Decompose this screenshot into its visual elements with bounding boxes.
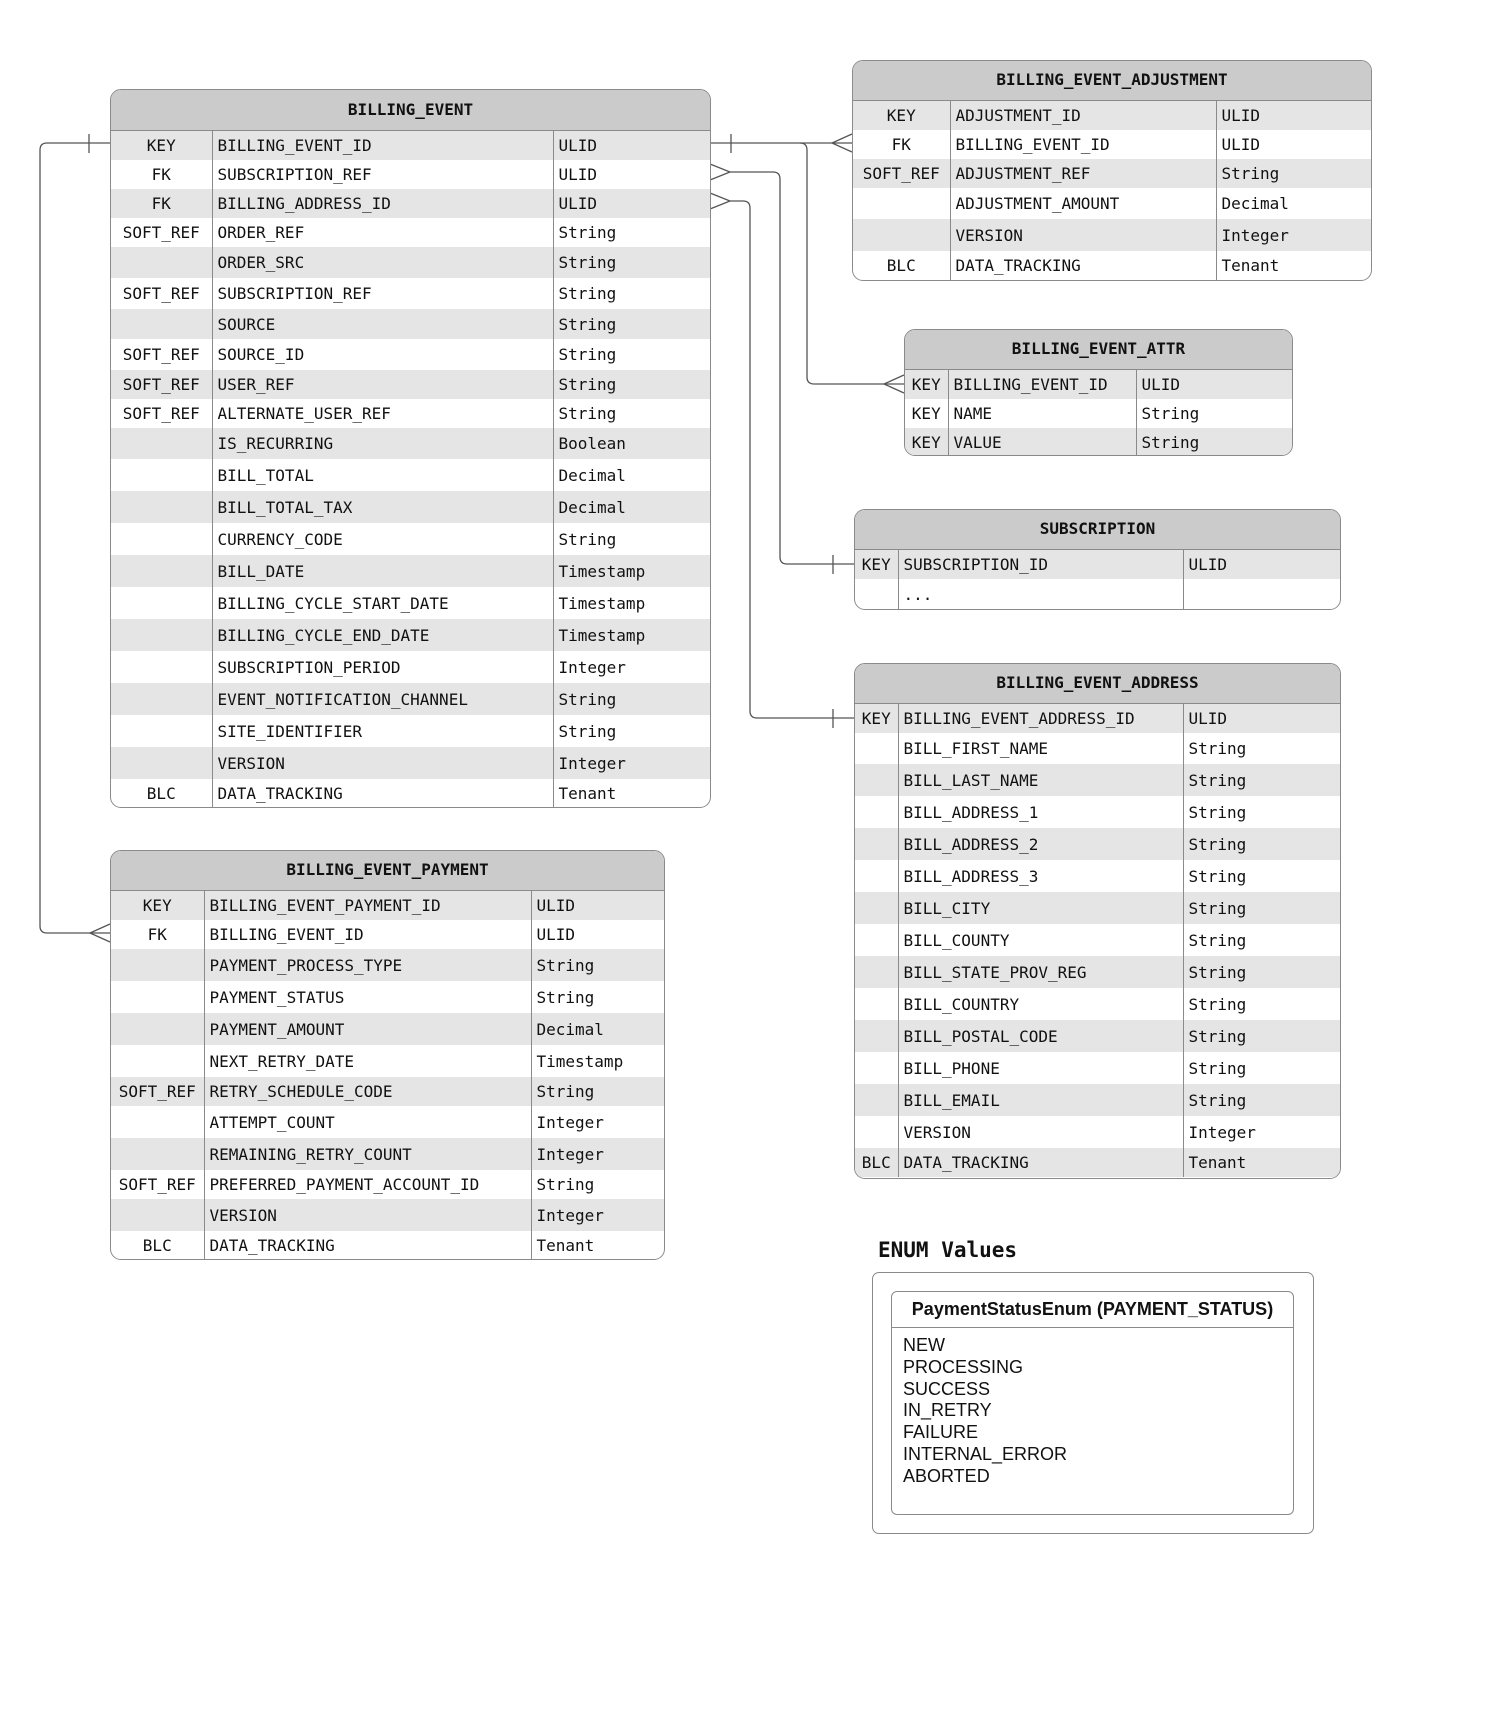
- table-row: [855, 860, 1340, 892]
- enum-title: PaymentStatusEnum (PAYMENT_STATUS): [892, 1292, 1293, 1328]
- column-key: [855, 1116, 898, 1148]
- column-name: ADJUSTMENT_REF: [950, 159, 1216, 188]
- column-key: KEY: [111, 891, 204, 920]
- table-row: [111, 1077, 664, 1106]
- column-name: SUBSCRIPTION_ID: [898, 550, 1183, 579]
- enum-value: IN_RETRY: [903, 1400, 992, 1421]
- table-row: [111, 981, 664, 1013]
- column-key: KEY: [905, 370, 948, 399]
- column-type: Tenant: [1183, 1148, 1340, 1177]
- table-row: [855, 1052, 1340, 1084]
- column-key: [111, 1199, 204, 1231]
- entity-billing-event-adjustment: [852, 60, 1372, 281]
- column-key: [853, 219, 950, 251]
- table-row: [111, 920, 664, 949]
- column-key: BLC: [853, 251, 950, 280]
- entity-rows: [905, 370, 1292, 456]
- column-name: BILLING_CYCLE_START_DATE: [212, 587, 553, 619]
- table-row: [111, 1199, 664, 1231]
- column-key: SOFT_REF: [111, 1170, 204, 1199]
- column-key: KEY: [905, 428, 948, 456]
- column-type: Tenant: [558, 784, 617, 803]
- column-name: EVENT_NOTIFICATION_CHANNEL: [212, 683, 553, 715]
- column-key: [111, 747, 212, 779]
- column-type: String: [1216, 159, 1371, 188]
- column-key: [855, 764, 898, 796]
- column-name: ORDER_REF: [212, 218, 553, 247]
- column-name: PAYMENT_AMOUNT: [204, 1013, 531, 1045]
- column-name: VERSION: [204, 1199, 531, 1231]
- column-key: [855, 1084, 898, 1116]
- table-row: [111, 683, 710, 715]
- column-type: String: [558, 345, 617, 364]
- column-type: Timestamp: [553, 555, 710, 587]
- column-type: ULID: [536, 925, 576, 944]
- column-key: [111, 523, 212, 555]
- column-type: String: [558, 721, 617, 741]
- table-row: [853, 130, 1371, 159]
- entity-rows: [855, 704, 1340, 1177]
- enum-value: FAILURE: [903, 1422, 979, 1443]
- column-type: String: [536, 987, 595, 1007]
- table-row: [111, 1138, 664, 1170]
- column-type: Timestamp: [558, 593, 646, 613]
- enum-value: SUCCESS: [903, 1378, 991, 1399]
- column-name: BILL_FIRST_NAME: [898, 733, 1183, 764]
- column-key: [855, 1020, 898, 1052]
- table-row: [111, 189, 710, 218]
- column-key: KEY: [855, 550, 898, 579]
- table-row: [111, 459, 710, 491]
- table-row: [855, 1116, 1340, 1148]
- column-name: SUBSCRIPTION_PERIOD: [212, 651, 553, 683]
- column-key: SOFT_REF: [111, 218, 212, 247]
- entity-rows: [111, 891, 664, 1260]
- table-row: [111, 587, 710, 619]
- column-key: FK: [111, 160, 212, 189]
- column-type: String: [531, 1077, 664, 1106]
- column-name: CURRENCY_CODE: [212, 523, 553, 555]
- column-key: [111, 1045, 204, 1077]
- column-name: BILL_CITY: [898, 892, 1183, 924]
- column-key: [111, 949, 204, 981]
- column-type: Integer: [553, 747, 710, 779]
- column-type: String: [1188, 739, 1247, 758]
- column-name: SUBSCRIPTION_REF: [212, 160, 553, 189]
- column-type: String: [531, 949, 664, 981]
- column-type: String: [1183, 828, 1340, 860]
- entity-rows: [111, 131, 710, 808]
- column-key: SOFT_REF: [111, 278, 212, 309]
- table-row: [111, 523, 710, 555]
- enum-value: PROCESSING: [903, 1356, 1024, 1377]
- entity-title: SUBSCRIPTION: [855, 510, 1340, 550]
- column-key: FK: [111, 189, 212, 218]
- column-key: [855, 956, 898, 988]
- table-row: [111, 1231, 664, 1260]
- entity-billing-event-address: [854, 663, 1341, 1179]
- column-name: BILLING_EVENT_ID: [204, 920, 531, 949]
- column-key: KEY: [905, 399, 948, 428]
- entity-rows: [855, 550, 1340, 610]
- column-key: [855, 892, 898, 924]
- column-name: BILL_LAST_NAME: [898, 764, 1183, 796]
- column-key: [855, 1052, 898, 1084]
- column-key: [855, 924, 898, 956]
- column-key: SOFT_REF: [111, 399, 212, 428]
- table-row: [855, 1020, 1340, 1052]
- column-key: [111, 491, 212, 523]
- column-type: ULID: [1216, 101, 1371, 130]
- column-type: ULID: [1221, 135, 1261, 154]
- column-key: SOFT_REF: [853, 159, 950, 188]
- enum-box: [891, 1291, 1294, 1515]
- column-name: BILL_STATE_PROV_REG: [898, 956, 1183, 988]
- entity-subscription: [854, 509, 1341, 610]
- column-name: ALTERNATE_USER_REF: [212, 399, 553, 428]
- column-type: String: [1183, 1020, 1340, 1052]
- column-type: Integer: [531, 1138, 664, 1170]
- table-row: [853, 188, 1371, 219]
- column-name: BILLING_EVENT_ADDRESS_ID: [898, 704, 1183, 733]
- table-row: [855, 1084, 1340, 1116]
- column-name: NAME: [948, 399, 1136, 428]
- table-row: [111, 891, 664, 920]
- column-key: [111, 587, 212, 619]
- column-name: BILLING_EVENT_ID: [212, 131, 553, 160]
- table-row: [855, 704, 1340, 733]
- table-row: [111, 131, 710, 160]
- column-key: BLC: [111, 1231, 204, 1260]
- column-type: Decimal: [558, 465, 626, 485]
- column-key: BLC: [111, 779, 212, 808]
- table-row: [855, 579, 1340, 610]
- column-key: [111, 981, 204, 1013]
- enum-value: ABORTED: [903, 1465, 990, 1486]
- column-key: [111, 555, 212, 587]
- table-row: [111, 339, 710, 370]
- column-type: ULID: [531, 891, 664, 920]
- column-name: BILL_EMAIL: [898, 1084, 1183, 1116]
- column-type: ULID: [553, 131, 710, 160]
- column-name: REMAINING_RETRY_COUNT: [204, 1138, 531, 1170]
- column-name: VERSION: [212, 747, 553, 779]
- column-key: [111, 1106, 204, 1138]
- column-name: BILL_ADDRESS_3: [898, 860, 1183, 892]
- column-name: VALUE: [948, 428, 1136, 456]
- column-name: PAYMENT_STATUS: [204, 981, 531, 1013]
- column-name: ...: [898, 579, 1183, 610]
- enum-value: INTERNAL_ERROR: [903, 1443, 1068, 1464]
- enum-container: [872, 1272, 1314, 1534]
- column-type: ULID: [553, 189, 710, 218]
- column-key: [111, 247, 212, 278]
- column-name: DATA_TRACKING: [212, 779, 553, 808]
- column-type: String: [553, 370, 710, 399]
- column-name: SITE_IDENTIFIER: [212, 715, 553, 747]
- column-key: SOFT_REF: [111, 370, 212, 399]
- entity-rows: [853, 101, 1371, 280]
- column-type: Tenant: [536, 1236, 595, 1255]
- column-name: ADJUSTMENT_AMOUNT: [950, 188, 1216, 219]
- column-name: SUBSCRIPTION_REF: [212, 278, 553, 309]
- column-name: BILLING_CYCLE_END_DATE: [212, 619, 553, 651]
- column-name: BILL_DATE: [212, 555, 553, 587]
- column-key: [855, 988, 898, 1020]
- column-type: Integer: [1188, 1122, 1256, 1142]
- column-name: DATA_TRACKING: [898, 1148, 1183, 1177]
- table-row: [111, 218, 710, 247]
- column-name: BILLING_EVENT_ID: [950, 130, 1216, 159]
- connector-billing-event-to-address: [710, 193, 854, 728]
- enum-value: NEW: [903, 1335, 945, 1355]
- table-row: [853, 219, 1371, 251]
- entity-billing-event-payment: [110, 850, 665, 1260]
- table-row: [111, 1045, 664, 1077]
- table-row: [855, 550, 1340, 579]
- table-row: [111, 747, 710, 779]
- column-type: ULID: [1136, 370, 1292, 399]
- table-row: [855, 956, 1340, 988]
- column-type: Integer: [1216, 219, 1371, 251]
- column-key: [111, 619, 212, 651]
- column-type: String: [1136, 428, 1292, 456]
- column-type: String: [1188, 994, 1247, 1014]
- column-key: [111, 715, 212, 747]
- entity-title: BILLING_EVENT_ADJUSTMENT: [853, 61, 1371, 101]
- column-type: String: [558, 529, 617, 549]
- column-type: String: [558, 223, 617, 242]
- table-row: [855, 733, 1340, 764]
- column-key: BLC: [855, 1148, 898, 1177]
- column-type: ULID: [558, 165, 598, 184]
- column-key: KEY: [855, 704, 898, 733]
- column-type: String: [1188, 802, 1247, 822]
- table-row: [111, 949, 664, 981]
- column-name: BILL_COUNTY: [898, 924, 1183, 956]
- column-key: [111, 651, 212, 683]
- column-key: [855, 579, 898, 610]
- connector-billing-event-to-adjustment: [710, 134, 852, 153]
- column-type: String: [1183, 956, 1340, 988]
- column-type: Decimal: [531, 1013, 664, 1045]
- column-key: [855, 828, 898, 860]
- table-row: [905, 399, 1292, 428]
- connector-billing-event-to-subscription: [710, 164, 854, 574]
- column-name: USER_REF: [212, 370, 553, 399]
- table-row: [905, 428, 1292, 456]
- table-row: [111, 555, 710, 587]
- table-row: [853, 251, 1371, 280]
- table-row: [111, 428, 710, 459]
- column-key: [111, 428, 212, 459]
- column-type: String: [536, 1175, 595, 1194]
- table-row: [111, 247, 710, 278]
- column-type: [1183, 579, 1340, 610]
- column-key: KEY: [111, 131, 212, 160]
- table-row: [111, 1106, 664, 1138]
- table-row: [111, 1170, 664, 1199]
- column-key: [111, 683, 212, 715]
- column-name: PAYMENT_PROCESS_TYPE: [204, 949, 531, 981]
- table-row: [111, 1013, 664, 1045]
- table-row: [111, 491, 710, 523]
- column-key: SOFT_REF: [111, 1077, 204, 1106]
- column-type: Integer: [536, 1112, 604, 1132]
- column-type: String: [558, 284, 617, 303]
- column-name: ATTEMPT_COUNT: [204, 1106, 531, 1138]
- column-key: [855, 733, 898, 764]
- column-name: ORDER_SRC: [212, 247, 553, 278]
- column-type: Decimal: [553, 491, 710, 523]
- table-row: [111, 619, 710, 651]
- entity-billing-event: [110, 89, 711, 808]
- column-type: String: [1188, 930, 1247, 950]
- table-row: [111, 370, 710, 399]
- table-row: [855, 892, 1340, 924]
- column-name: DATA_TRACKING: [950, 251, 1216, 280]
- column-name: ADJUSTMENT_ID: [950, 101, 1216, 130]
- column-name: BILL_POSTAL_CODE: [898, 1020, 1183, 1052]
- column-type: String: [553, 247, 710, 278]
- table-row: [855, 828, 1340, 860]
- table-row: [855, 924, 1340, 956]
- column-name: BILL_COUNTRY: [898, 988, 1183, 1020]
- column-key: [111, 309, 212, 339]
- column-type: String: [1183, 764, 1340, 796]
- column-key: [111, 459, 212, 491]
- table-row: [111, 651, 710, 683]
- table-row: [855, 988, 1340, 1020]
- enum-values: [892, 1328, 1293, 1495]
- column-type: ULID: [1183, 550, 1340, 579]
- column-key: [855, 860, 898, 892]
- table-row: [111, 278, 710, 309]
- column-name: SOURCE_ID: [212, 339, 553, 370]
- table-row: [111, 309, 710, 339]
- table-row: [855, 764, 1340, 796]
- table-row: [111, 399, 710, 428]
- column-key: SOFT_REF: [111, 339, 212, 370]
- column-type: Integer: [531, 1199, 664, 1231]
- column-name: VERSION: [950, 219, 1216, 251]
- column-type: ULID: [1183, 704, 1340, 733]
- table-row: [853, 101, 1371, 130]
- entity-billing-event-attr: [904, 329, 1293, 456]
- column-key: FK: [111, 920, 204, 949]
- table-row: [111, 160, 710, 189]
- column-type: String: [1141, 404, 1200, 423]
- column-name: NEXT_RETRY_DATE: [204, 1045, 531, 1077]
- column-name: BILLING_EVENT_PAYMENT_ID: [204, 891, 531, 920]
- column-key: [111, 1013, 204, 1045]
- connector-billing-event-to-payment: [40, 134, 110, 942]
- column-name: BILL_ADDRESS_2: [898, 828, 1183, 860]
- column-type: String: [553, 683, 710, 715]
- entity-title: BILLING_EVENT_ATTR: [905, 330, 1292, 370]
- column-key: FK: [853, 130, 950, 159]
- column-type: String: [1188, 866, 1247, 886]
- table-row: [905, 370, 1292, 399]
- column-type: Tenant: [1221, 256, 1280, 275]
- column-key: [855, 796, 898, 828]
- table-row: [111, 715, 710, 747]
- column-name: DATA_TRACKING: [204, 1231, 531, 1260]
- column-name: RETRY_SCHEDULE_CODE: [204, 1077, 531, 1106]
- column-type: String: [1183, 892, 1340, 924]
- column-type: Timestamp: [536, 1051, 624, 1071]
- table-row: [855, 796, 1340, 828]
- column-key: [111, 1138, 204, 1170]
- column-type: String: [1188, 1058, 1247, 1078]
- column-type: Boolean: [553, 428, 710, 459]
- column-name: PREFERRED_PAYMENT_ACCOUNT_ID: [204, 1170, 531, 1199]
- column-name: SOURCE: [212, 309, 553, 339]
- column-type: String: [558, 404, 617, 423]
- column-type: Integer: [558, 657, 626, 677]
- column-name: BILLING_EVENT_ID: [948, 370, 1136, 399]
- column-key: KEY: [853, 101, 950, 130]
- table-row: [111, 779, 710, 808]
- column-name: VERSION: [898, 1116, 1183, 1148]
- table-row: [853, 159, 1371, 188]
- enum-heading: ENUM Values: [878, 1238, 1018, 1262]
- column-type: Decimal: [1221, 194, 1289, 213]
- column-name: BILL_PHONE: [898, 1052, 1183, 1084]
- column-name: BILL_TOTAL: [212, 459, 553, 491]
- entity-title: BILLING_EVENT: [111, 90, 710, 131]
- column-type: String: [553, 309, 710, 339]
- column-name: IS_RECURRING: [212, 428, 553, 459]
- table-row: [855, 1148, 1340, 1177]
- column-name: BILL_ADDRESS_1: [898, 796, 1183, 828]
- column-key: [853, 188, 950, 219]
- column-name: BILLING_ADDRESS_ID: [212, 189, 553, 218]
- entity-title: BILLING_EVENT_PAYMENT: [111, 851, 664, 891]
- column-name: BILL_TOTAL_TAX: [212, 491, 553, 523]
- entity-title: BILLING_EVENT_ADDRESS: [855, 664, 1340, 704]
- column-type: String: [1183, 1084, 1340, 1116]
- column-type: Timestamp: [553, 619, 710, 651]
